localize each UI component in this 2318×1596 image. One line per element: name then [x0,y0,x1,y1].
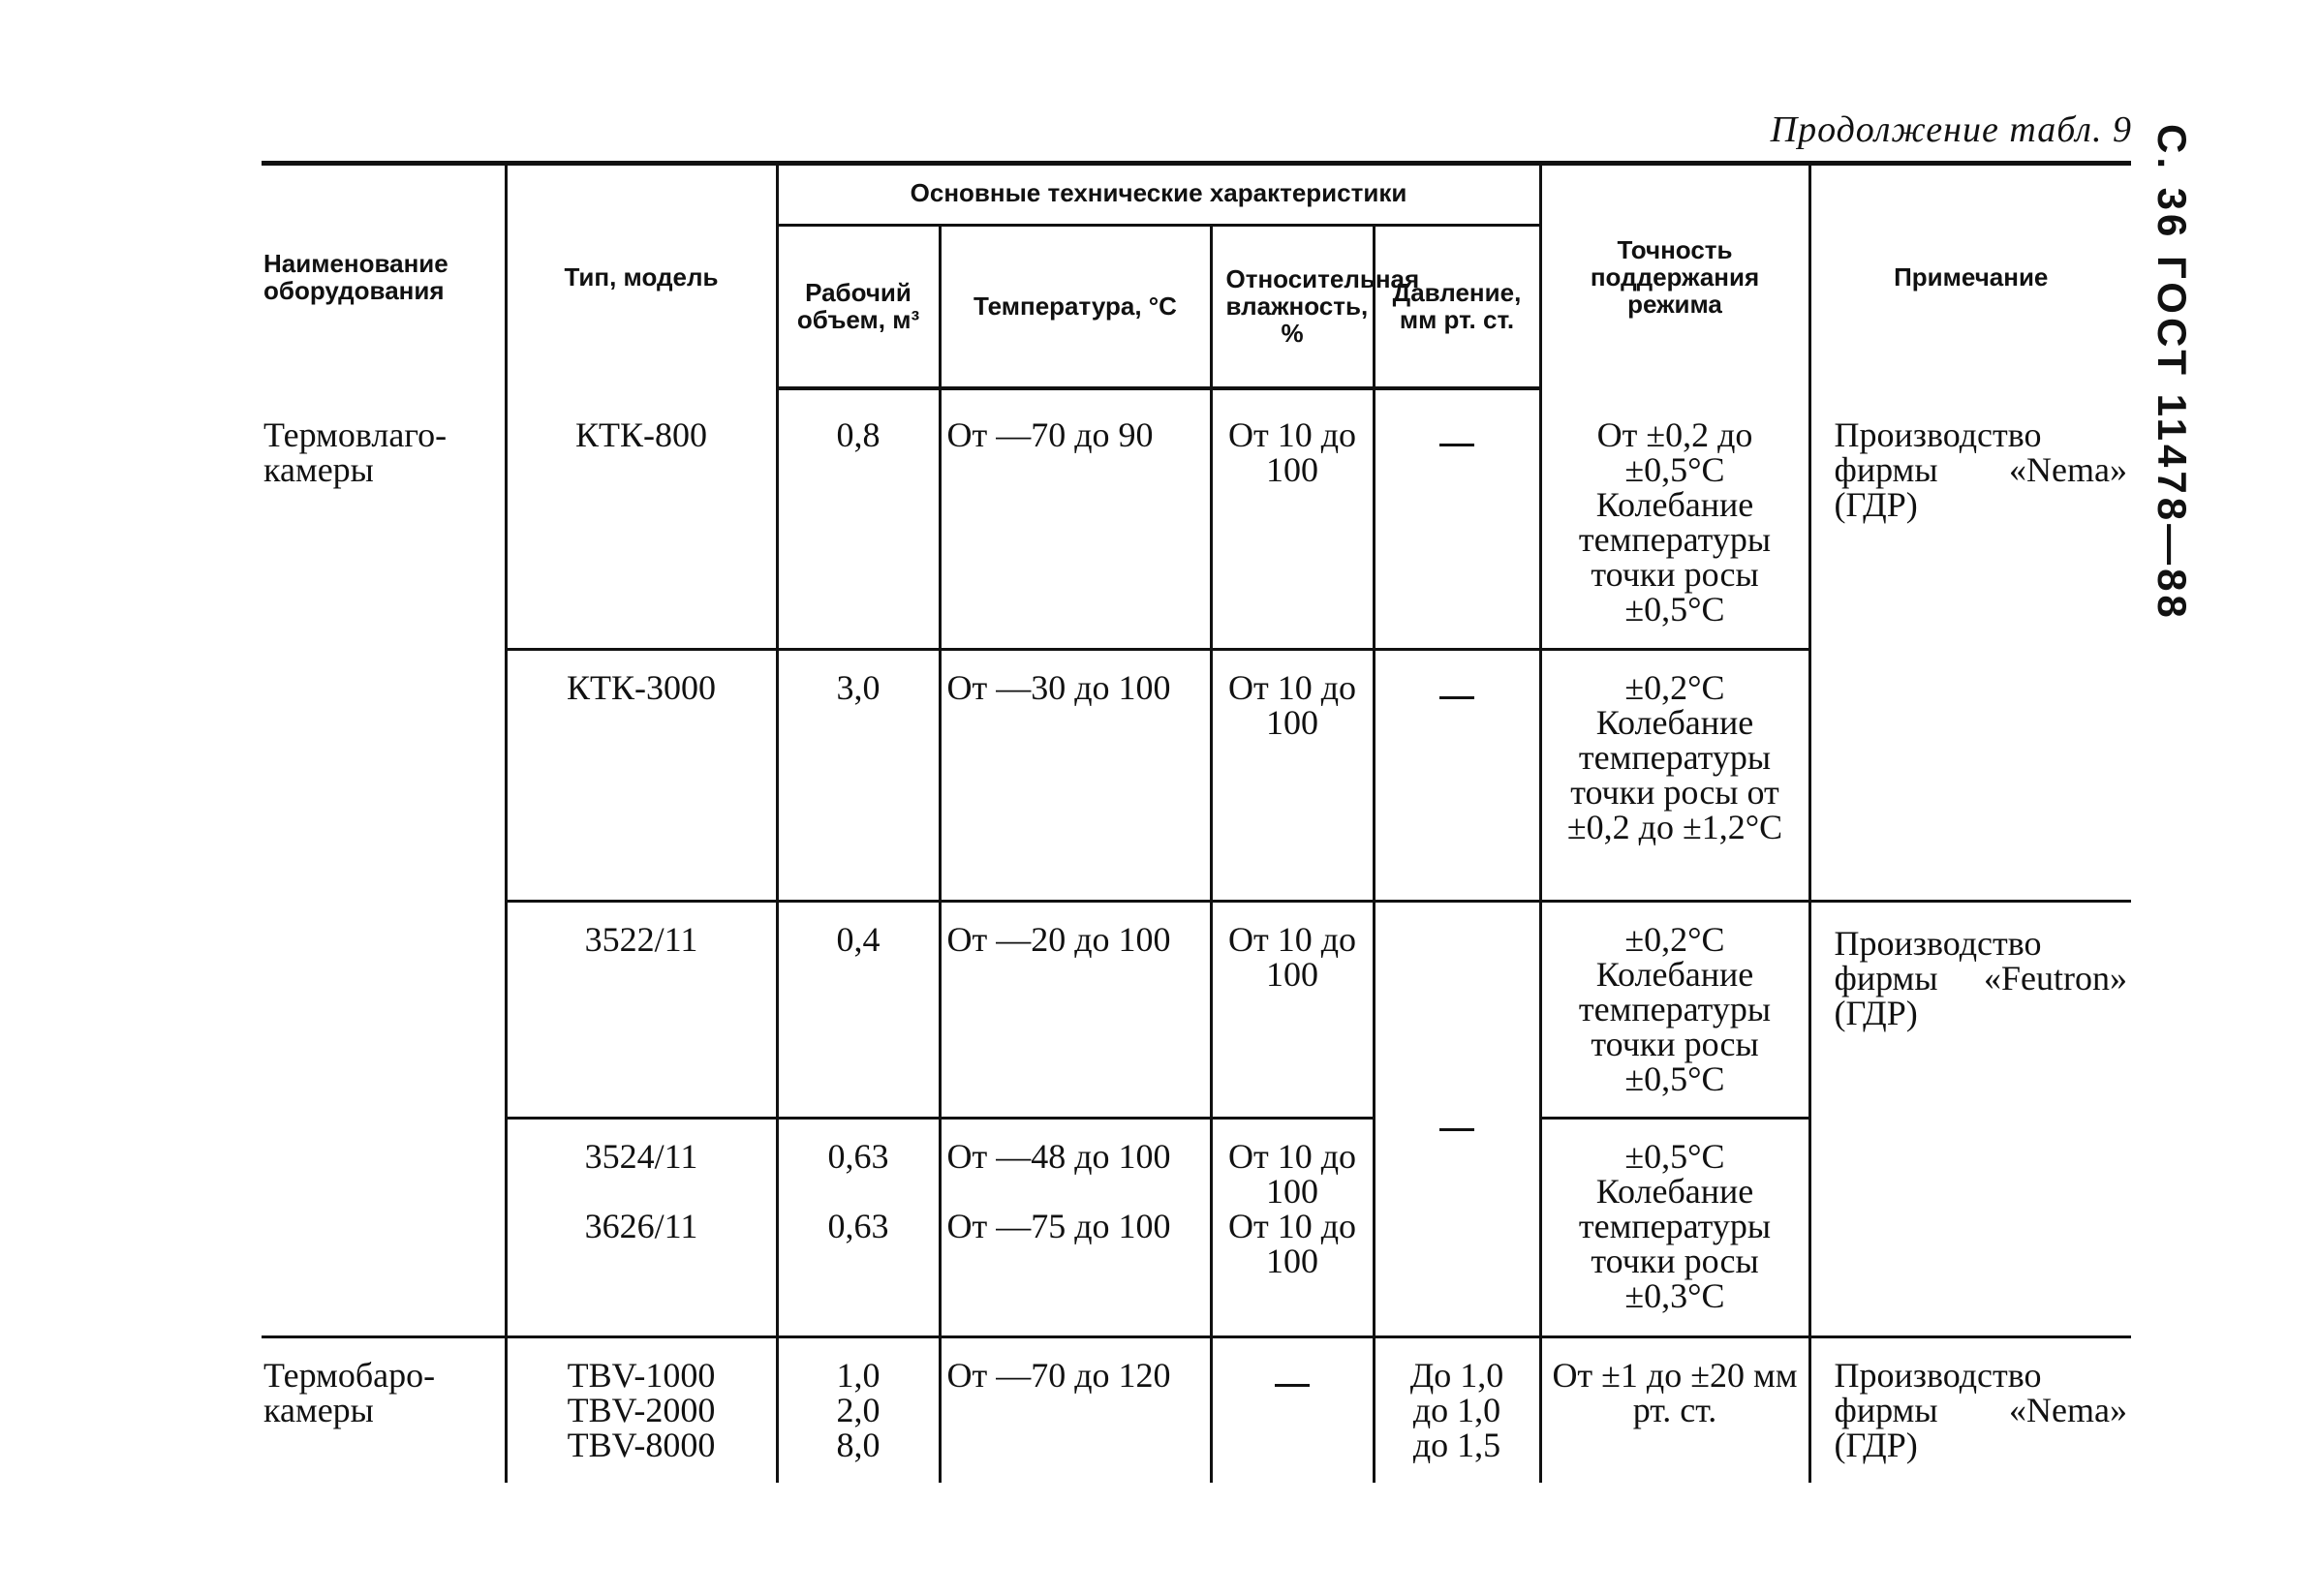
type-model [506,1119,777,1337]
pressure-dash [1439,1128,1474,1131]
temperature: От —70 до 90 [940,398,1211,650]
table-caption: Продолжение табл. 9 [1770,109,2132,150]
pressure [1374,650,1540,902]
pressure-dash [1439,444,1474,446]
volume: 3,0 [777,650,940,902]
humidity [1211,1337,1374,1483]
pressure-3: до 1,5 [1412,1426,1501,1465]
page-header-standard: С. 36 ГОСТ 11478—88 [2149,124,2195,622]
volume-b: 0,63 [827,1207,889,1246]
type-model [506,1337,777,1483]
table-row [262,902,2131,1119]
header-precision: Точность поддержания режима [1540,166,1809,388]
type-model-b: 3626/11 [584,1207,698,1246]
header-main-characteristics: Основные технические характеристики [777,166,1540,226]
type-model-3: TBV-8000 [567,1426,716,1465]
precision: От ±1 до ±20 мм рт. ст. [1540,1337,1809,1483]
temperature: От —20 до 100 [940,902,1211,1119]
precision: ±0,2°С Колебание температуры точки росы от ±0,2 до ±1,2°С [1540,650,1809,902]
pressure-1: До 1,0 [1409,1356,1504,1396]
header-volume: Рабочий объем, м³ [777,226,940,388]
volume-a: 0,63 [827,1137,889,1177]
volume-3: 8,0 [836,1426,881,1465]
note: Производство фирмы «Feutron» (ГДР) [1809,902,2131,1337]
humidity: От 10 до 100 [1211,650,1374,902]
type-model-a: 3524/11 [584,1137,698,1177]
pressure-dash [1439,696,1474,699]
humidity-b: От 10 до 100 [1227,1207,1357,1281]
header-humidity: Относительная влажность, % [1211,226,1374,388]
table-row [262,398,2131,650]
header-pressure: Давление, мм рт. ст. [1374,226,1540,388]
humidity-a: От 10 до 100 [1227,1137,1357,1212]
header-type-model: Тип, модель [506,166,777,388]
temperature [940,1119,1211,1337]
pressure [1374,902,1540,1337]
header-equipment-name: Наименование оборудования [263,248,448,305]
note: Производство фирмы «Nema» (ГДР) [1809,1337,2131,1483]
equipment-name: Термовлаго-камеры [263,414,448,489]
humidity-dash [1275,1384,1310,1387]
pressure [1374,398,1540,650]
temperature-a: От —48 до 100 [946,1137,1171,1177]
type-model: 3522/11 [506,902,777,1119]
type-model: КТК-3000 [506,650,777,902]
pressure [1374,1337,1540,1483]
table-row [262,1337,2131,1483]
type-model-1: TBV-1000 [567,1356,716,1396]
volume-2: 2,0 [836,1391,881,1430]
type-model: КТК-800 [506,398,777,650]
header-note: Примечание [1809,166,2131,388]
pressure-2: до 1,0 [1412,1391,1501,1430]
volume [777,1119,940,1337]
equipment-table [262,161,2131,1483]
equipment-name: Термобаро-камеры [262,1337,506,1483]
temperature: От —30 до 100 [940,650,1211,902]
type-model-2: TBV-2000 [567,1391,716,1430]
temperature-b: От —75 до 100 [946,1207,1171,1246]
precision: ±0,5°С Колебание температуры точки росы ±0,3°С [1540,1119,1809,1337]
precision: От ±0,2 до ±0,5°С Колебание температуры точки росы ±0,5°С [1540,398,1809,650]
humidity [1211,1119,1374,1337]
humidity: От 10 до 100 [1211,902,1374,1119]
volume: 0,4 [777,902,940,1119]
volume: 0,8 [777,398,940,650]
note: Производство фирмы «Nema» (ГДР) [1809,398,2131,902]
precision: ±0,2°С Колебание температуры точки росы ±0,5°С [1540,902,1809,1119]
temperature: От —70 до 120 [940,1337,1211,1483]
header-temperature: Температура, °С [940,226,1211,388]
humidity: От 10 до 100 [1211,398,1374,650]
volume-1: 1,0 [836,1356,881,1396]
volume [777,1337,940,1483]
